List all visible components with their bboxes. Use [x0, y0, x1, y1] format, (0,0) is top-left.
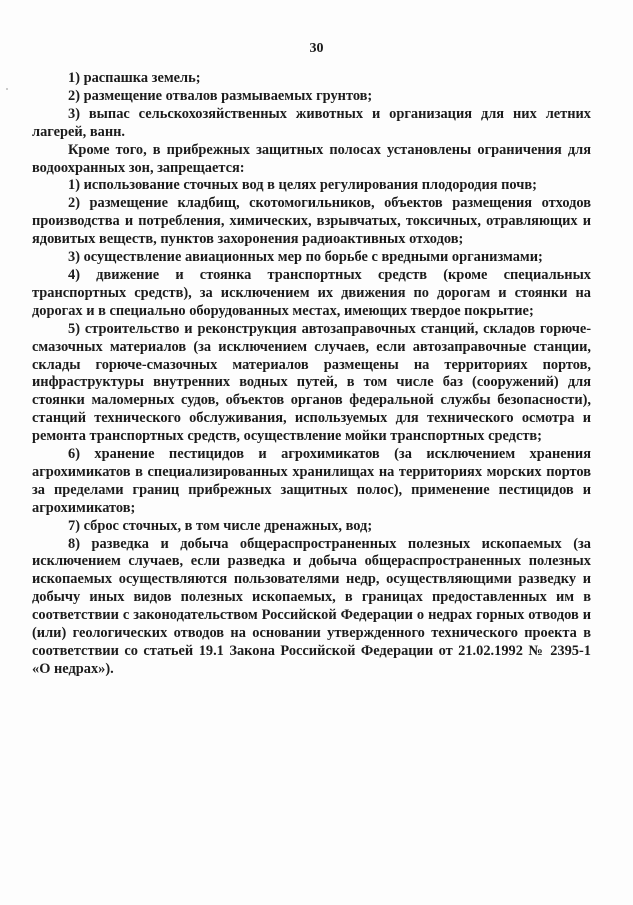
paragraph-restriction-5: 5) строительство и реконструкция автозаправочных станций, складов горюче-смазочных материалов (за исключением случаев, если автозаправочные станции, склады горюче-смазочных материалов размещены на территориях портов, инфраструктуры внутренних водных путей, в том числе баз (сооружений) для стоянки маломерных судов, объектов органов федеральной службы безопасности), станций технического обслуживания, используемых для технического осмотра и ремонта транспортных средств, осуществление мойки транспортных средств; — [32, 320, 591, 445]
scan-speck — [6, 88, 8, 90]
paragraph-item-3: 3) выпас сельскохозяйственных животных и организация для них летних лагерей, ванн. — [32, 105, 591, 140]
paragraph-restriction-3: 3) осуществление авиационных мер по борьбе с вредными организмами; — [68, 249, 543, 266]
paragraph-intro: Кроме того, в прибрежных защитных полосах установлены ограничения для водоохранных зон, запрещается: — [32, 141, 591, 176]
paragraph-restriction-7: 7) сброс сточных, в том числе дренажных, вод; — [68, 517, 373, 534]
paragraph-restriction-2: 2) размещение кладбищ, скотомогильников, объектов размещения отходов производства и потребления, химических, взрывчатых, токсичных, отравляющих и ядовитых веществ, пунктов захоронения радиоактивных отходов; — [32, 195, 591, 248]
paragraph-restriction-6: 6) хранение пестицидов и агрохимикатов (за исключением хранения агрохимикатов в специализированных хранилищах на территориях морских портов за пределами границ прибрежных защитных полос), применение пестицидов и агрохимикатов; — [32, 446, 591, 516]
paragraph-restriction-1: 1) использование сточных вод в целях регулирования плодородия почв; — [68, 177, 537, 194]
page-number: 30 — [309, 41, 324, 56]
paragraph-restriction-4: 4) движение и стоянка транспортных средств (кроме специальных транспортных средств), за исключением их движения по дорогам и стоянки на дорогах и в специально оборудованных местах, имеющих твердое покрытие; — [32, 266, 591, 319]
paragraph-item-1: 1) распашка земель; — [68, 70, 201, 86]
document-body — [32, 70, 591, 679]
paragraph-restriction-8: 8) разведка и добыча общераспространенных полезных ископаемых (за исключением случаев, если разведка и добыча общераспространенных полезных ископаемых осуществляются пользователями недр, осуществляющими разведку и добычу иных видов полезных ископаемых, в границах предоставленных им в соответствии с законодательством Российской Федерации о недрах горных отводов и (или) геологических отводов на основании утвержденного технического проекта в соответствии со статьей 19.1 Закона Российской Федерации от 21.02.1992 № 2395-1 «О недрах»). — [32, 535, 591, 677]
paragraph-item-2: 2) размещение отвалов размываемых грунтов; — [68, 87, 373, 104]
